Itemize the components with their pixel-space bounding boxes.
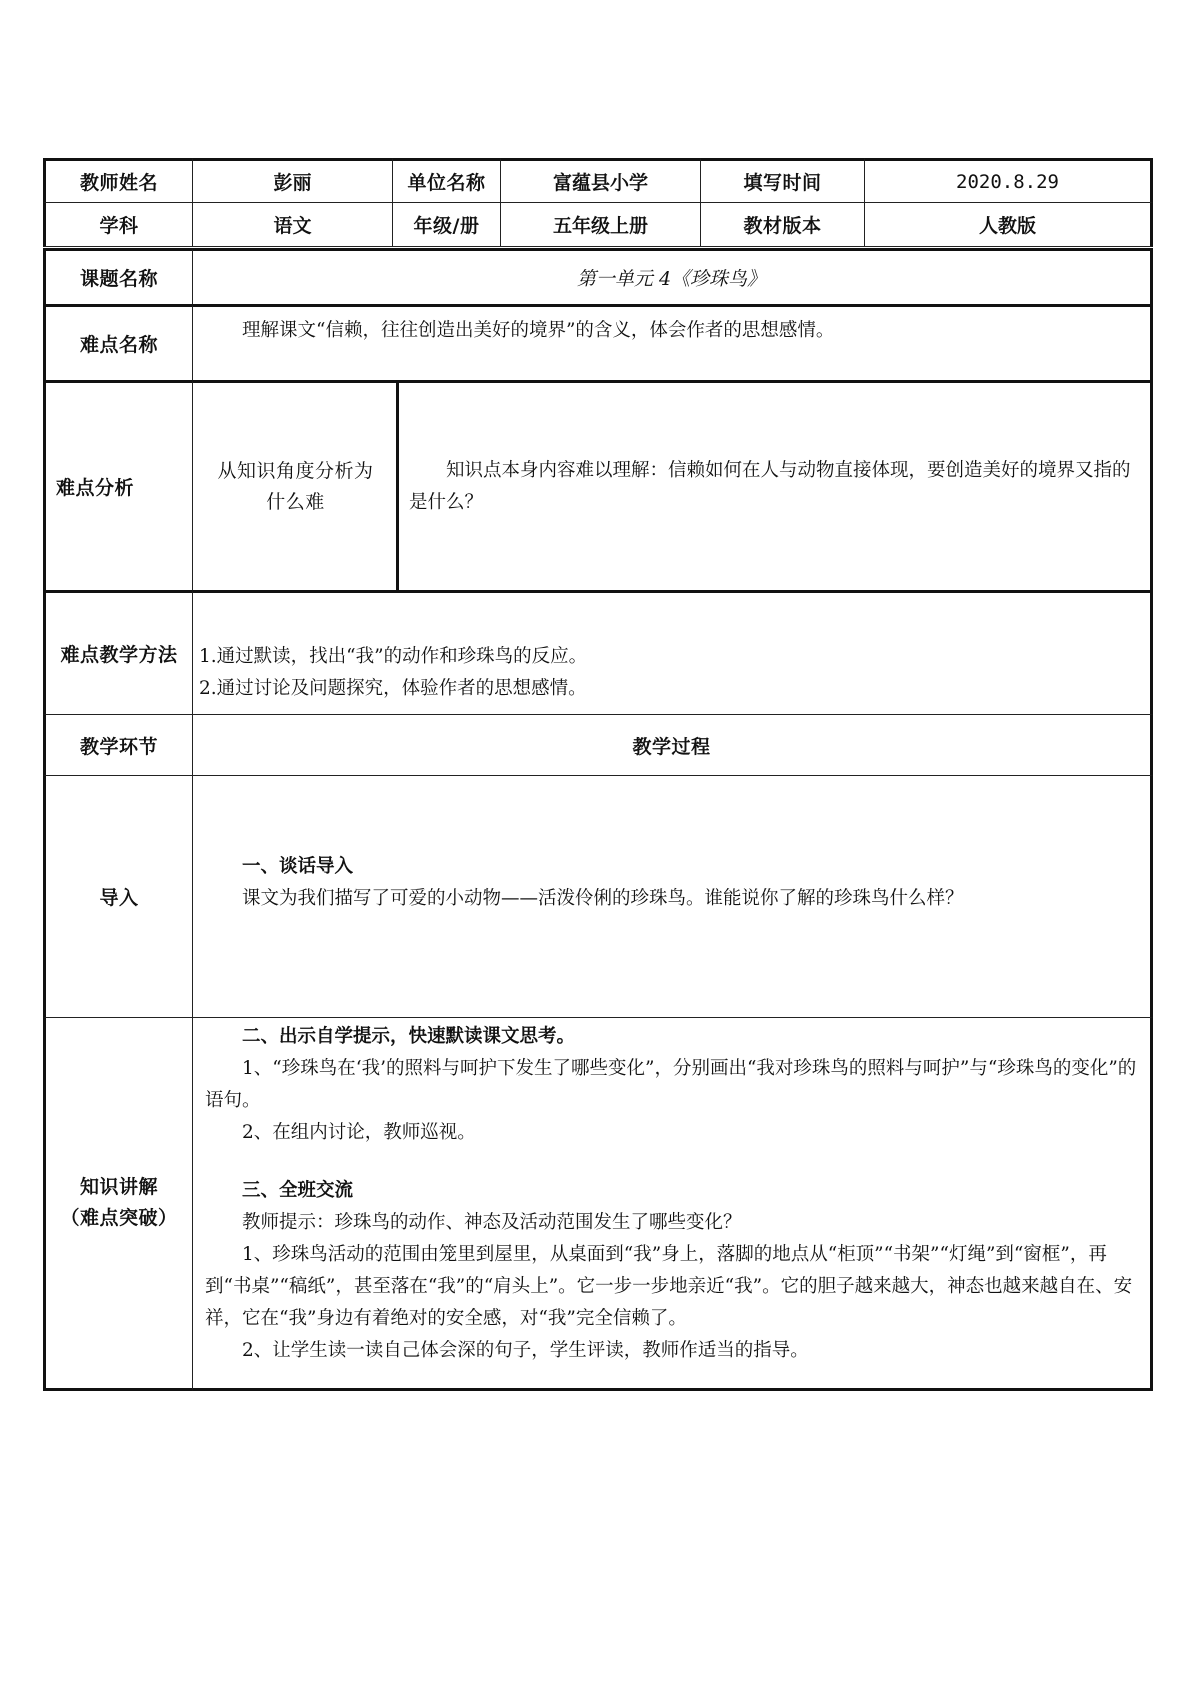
difficulty-label: 难点名称: [43, 304, 193, 381]
intro-heading: 一、谈话导入: [242, 856, 354, 877]
unit-name-value: 富蕴县小学: [500, 158, 701, 203]
knowledge-sublabel: （难点突破）: [60, 1207, 178, 1229]
edition-value: 人教版: [864, 202, 1153, 247]
knowledge-spacer: [205, 1149, 1138, 1175]
analysis-label: 难点分析: [43, 380, 193, 591]
grade-value: 五年级上册: [500, 202, 701, 247]
difficulty-value: 理解课文“信赖，往往创造出美好的境界”的含义，体会作者的思想感情。: [242, 320, 835, 341]
method-line-1: 1.通过默读，找出“我”的动作和珍珠鸟的反应。: [199, 646, 588, 667]
knowledge-para-1: 1、“珍珠鸟在‘我’的照料与呵护下发生了哪些变化”，分别画出“我对珍珠鸟的照料与呵护”与“珍珠鸟的变化”的语句。: [205, 1058, 1137, 1111]
edition-label: 教材版本: [700, 202, 865, 247]
knowledge-label-cell: [43, 1017, 193, 1391]
unit-name-label: 单位名称: [392, 158, 501, 203]
knowledge-para-2: 2、在组内讨论，教师巡视。: [242, 1122, 476, 1143]
fill-time-label: 填写时间: [700, 158, 865, 203]
knowledge-cell: [192, 1017, 1153, 1391]
intro-label: 导入: [43, 775, 193, 1018]
topic-label: 课题名称: [43, 248, 193, 305]
subject-label: 学科: [43, 202, 193, 247]
method-label: 难点教学方法: [43, 590, 193, 715]
analysis-value-cell: [396, 380, 1153, 591]
knowledge-label: 知识讲解: [79, 1176, 158, 1198]
method-cell: [192, 590, 1153, 715]
analysis-sub-label: 从知识角度分析为什么难: [217, 459, 374, 513]
knowledge-para-3: 1、珍珠鸟活动的范围由笼里到屋里，从桌面到“我”身上，落脚的地点从“柜顶”“书架”“灯绳”到“窗框”，再到“书桌”“稿纸”，甚至落在“我”的“肩头上”。它一步一步地亲近“我”。它的胆子越来越大，神态也越来越自在、安祥，它在“我”身边有着绝对的安全感，对“我”完全信赖了。: [205, 1244, 1133, 1329]
process-header-label: 教学环节: [43, 714, 193, 776]
process-header-value: 教学过程: [192, 714, 1153, 776]
subject-value: 语文: [192, 202, 393, 247]
analysis-value: 知识点本身内容难以理解：信赖如何在人与动物直接体现，要创造美好的境界又指的是什么？: [409, 459, 1131, 513]
knowledge-heading-3: 三、全班交流: [242, 1180, 354, 1201]
knowledge-para-4: 2、让学生读一读自己体会深的句子，学生评读，教师作适当的指导。: [242, 1340, 809, 1361]
topic-value: 第一单元 4《珍珠鸟》: [192, 248, 1153, 305]
method-line-2: 2.通过讨论及问题探究，体验作者的思想感情。: [199, 678, 587, 699]
analysis-sub-cell: [192, 380, 399, 591]
knowledge-heading-2: 二、出示自学提示，快速默读课文思考。: [242, 1026, 576, 1047]
grade-label: 年级/册: [392, 202, 501, 247]
difficulty-cell: [192, 304, 1153, 381]
teacher-name-value: 彭丽: [192, 158, 393, 203]
intro-text: 课文为我们描写了可爱的小动物——活泼伶俐的珍珠鸟。谁能说你了解的珍珠鸟什么样？: [242, 888, 964, 909]
intro-cell: [192, 775, 1153, 1018]
fill-time-value: 2020.8.29: [864, 158, 1153, 203]
knowledge-hint: 教师提示：珍珠鸟的动作、神态及活动范围发生了哪些变化？: [242, 1212, 742, 1233]
teacher-name-label: 教师姓名: [43, 158, 193, 203]
